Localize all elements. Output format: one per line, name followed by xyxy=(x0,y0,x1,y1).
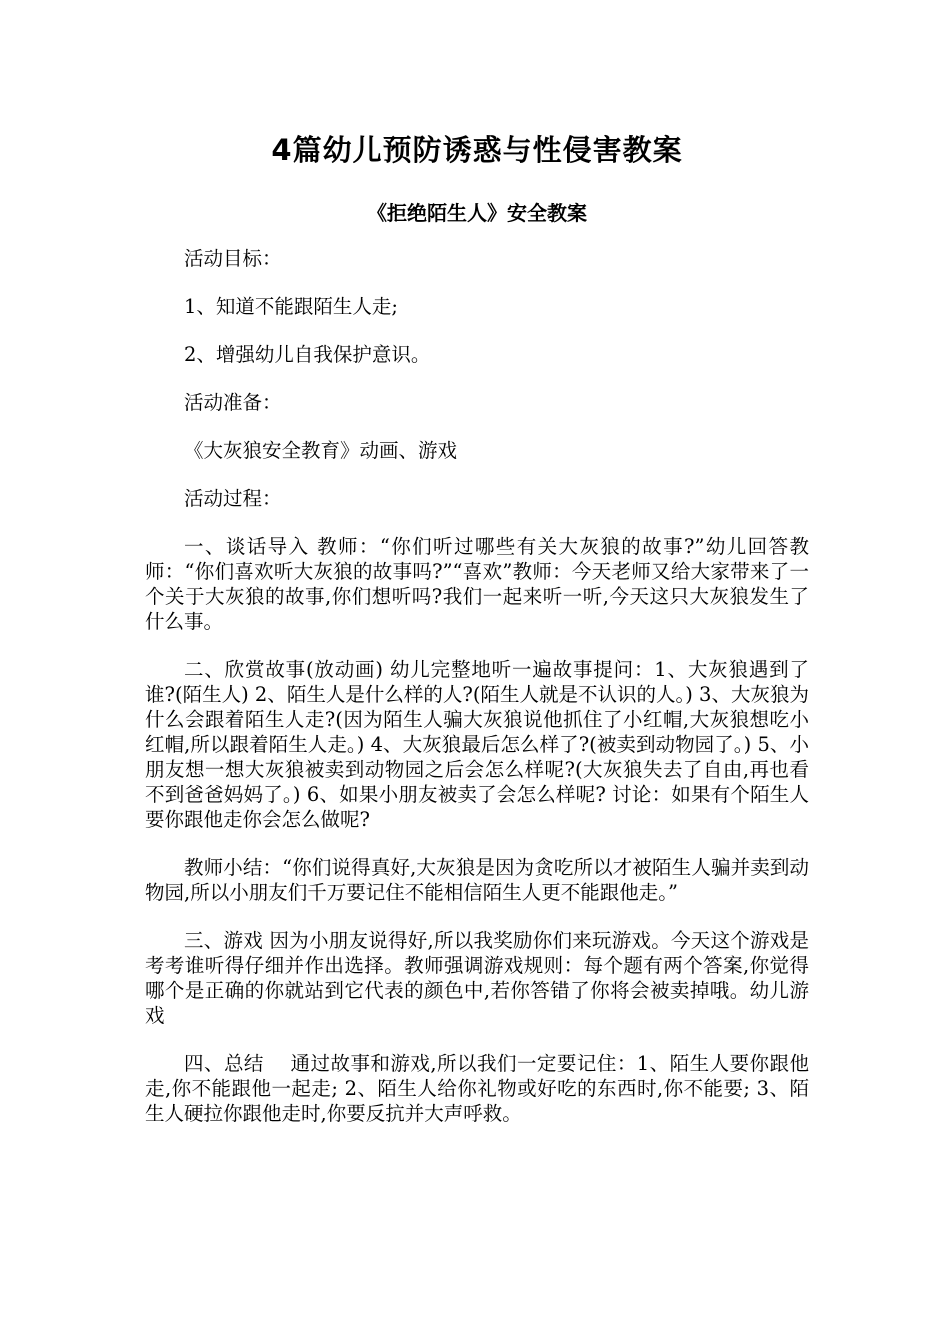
paragraph-step-conclusion: 四、总结 通过故事和游戏,所以我们一定要记住：1、陌生人要你跟他走,你不能跟他一起走; 2、陌生人给你礼物或好吃的东西时,你不能要; 3、陌生人硬拉你跟他走时,你要反抗并大声呼救。 xyxy=(145,1052,809,1125)
document-subtitle: 《拒绝陌生人》安全教案 xyxy=(367,201,587,225)
paragraph-prep-materials: 《大灰狼安全教育》动画、游戏 xyxy=(184,439,458,462)
document-page xyxy=(145,128,809,1149)
paragraph-step-game: 三、游戏 因为小朋友说得好,所以我奖励你们来玩游戏。今天这个游戏是考考谁听得仔细并作出选择。教师强调游戏规则：每个题有两个答案,你觉得哪个是正确的你就站到它代表的颜色中,若你答错了你将会被卖掉哦。幼儿游戏 xyxy=(145,929,809,1027)
paragraph-prep-heading: 活动准备： xyxy=(184,391,282,414)
document-title: 4篇幼儿预防诱惑与性侵害教案 xyxy=(271,133,683,167)
paragraph-step-intro: 一、谈话导入 教师：“你们听过哪些有关大灰狼的故事?”幼儿回答教师：“你们喜欢听大灰狼的故事吗?”“喜欢”教师：今天老师又给大家带来了一个关于大灰狼的故事,你们想听吗?我们一起来听一听,今天这只大灰狼发生了什么事。 xyxy=(145,535,809,633)
paragraph-step-story: 二、欣赏故事(放动画) 幼儿完整地听一遍故事提问：1、大灰狼遇到了谁?(陌生人) 2、陌生人是什么样的人?(陌生人就是不认识的人。) 3、大灰狼为什么会跟着陌生人走?(因为陌生人骗大灰狼说他抓住了小红帽,大灰狼想吃小红帽,所以跟着陌生人走。) 4、大灰狼最后怎么样了?(被卖到动物园了。) 5、小朋友想一想大灰狼被卖到动物园之后会怎么样呢?(大灰狼失去了自由,再也看不到爸爸妈妈了。) 6、如果小朋友被卖了会怎么样呢? 讨论：如果有个陌生人要你跟他走你会怎么做呢? xyxy=(145,658,809,831)
paragraph-goal-1: 1、知道不能跟陌生人走; xyxy=(184,295,398,318)
paragraph-teacher-summary: 教师小结：“你们说得真好,大灰狼是因为贪吃所以才被陌生人骗并卖到动物园,所以小朋友们千万要记住不能相信陌生人更不能跟他走。” xyxy=(145,856,809,904)
paragraph-goal-heading: 活动目标： xyxy=(184,247,282,270)
paragraph-goal-2: 2、增强幼儿自我保护意识。 xyxy=(184,343,431,366)
paragraph-process-heading: 活动过程： xyxy=(184,487,282,510)
